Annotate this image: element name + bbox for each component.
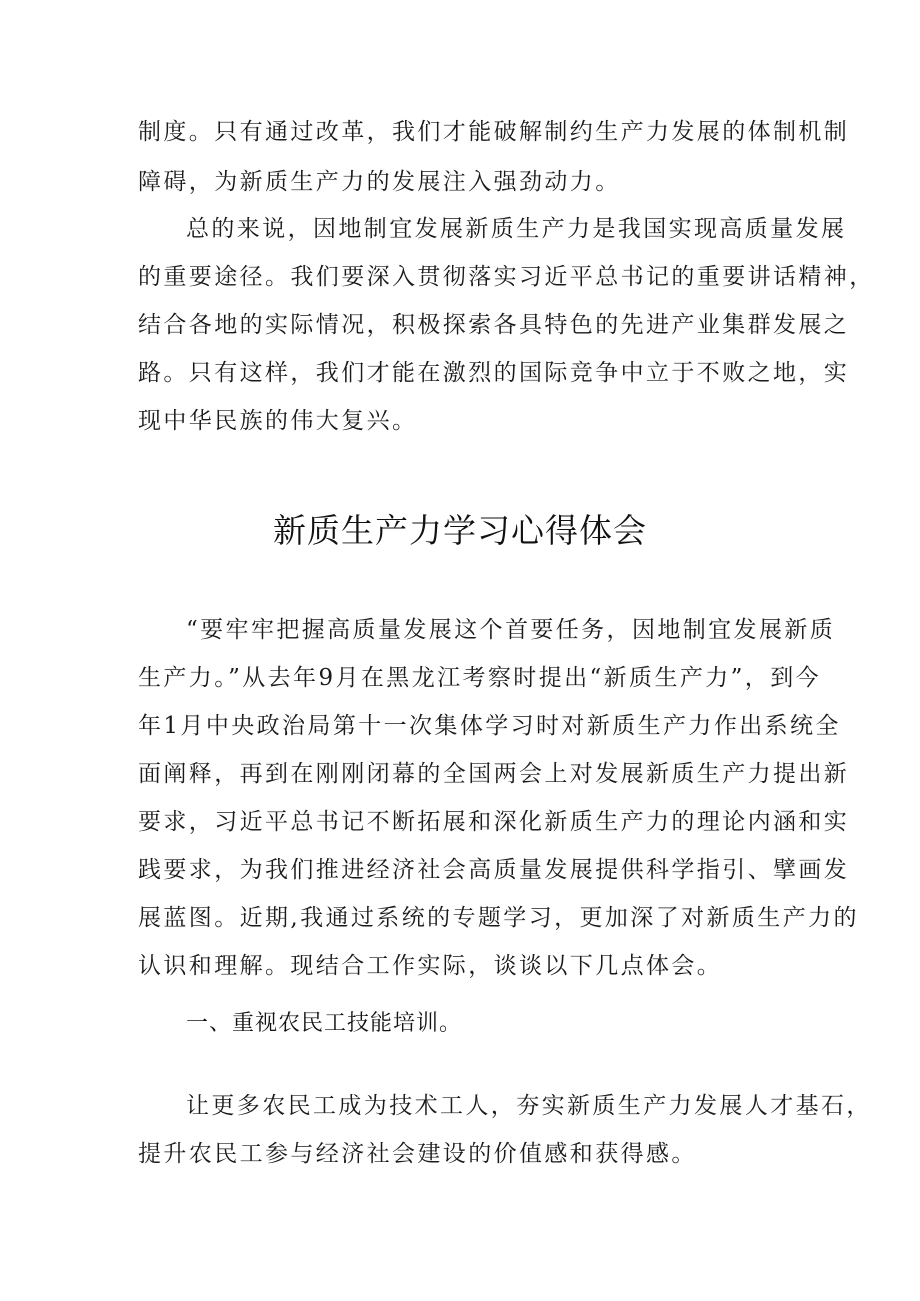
text-line: 年1月中央政治局第十一次集体学习时对新质生产力作出系统全 [138,713,841,739]
text-line: 提升农民工参与经济社会建设的价值感和获得感。 [138,1141,697,1167]
text-line: 要求，习近平总书记不断拓展和深化新质生产力的理论内涵和实 [138,809,850,835]
text-line: 面阐释，再到在刚刚闭幕的全国两会上对发展新质生产力提出新 [138,761,850,787]
text-line: 结合各地的实际情况，积极探索各具特色的先进产业集群发展之 [138,312,850,338]
document-title: 新质生产力学习心得体会 [273,511,647,550]
text-line: 让更多农民工成为技术工人，夯实新质生产力发展人才基石， [186,1093,872,1119]
text-line: 现中华民族的伟大复兴。 [138,408,418,434]
text-line: 认识和理解。现结合工作实际，谈谈以下几点体会。 [138,953,723,979]
text-line: 障碍，为新质生产力的发展注入强劲动力。 [138,169,621,195]
text-line: 路。只有这样，我们才能在激烈的国际竞争中立于不败之地，实 [138,360,850,386]
text-line: 展蓝图。近期,我通过系统的专题学习，更加深了对新质生产力的 [138,905,859,931]
text-line: 生产力。”从去年9月在黑龙江考察时提出“新质生产力”，到今 [138,665,822,691]
text-line: “要牢牢把握高质量发展这个首要任务，因地制宜发展新质 [186,617,836,643]
text-line: 制度。只有通过改革，我们才能破解制约生产力发展的体制机制 [138,119,850,145]
text-line: 践要求，为我们推进经济社会高质量发展提供科学指引、擘画发 [138,857,850,883]
text-line: 的重要途径。我们要深入贯彻落实习近平总书记的重要讲话精神， [138,264,875,290]
text-line: 总的来说，因地制宜发展新质生产力是我国实现高质量发展 [186,216,847,242]
section-heading: 一、重视农民工技能培训。 [186,1011,463,1036]
